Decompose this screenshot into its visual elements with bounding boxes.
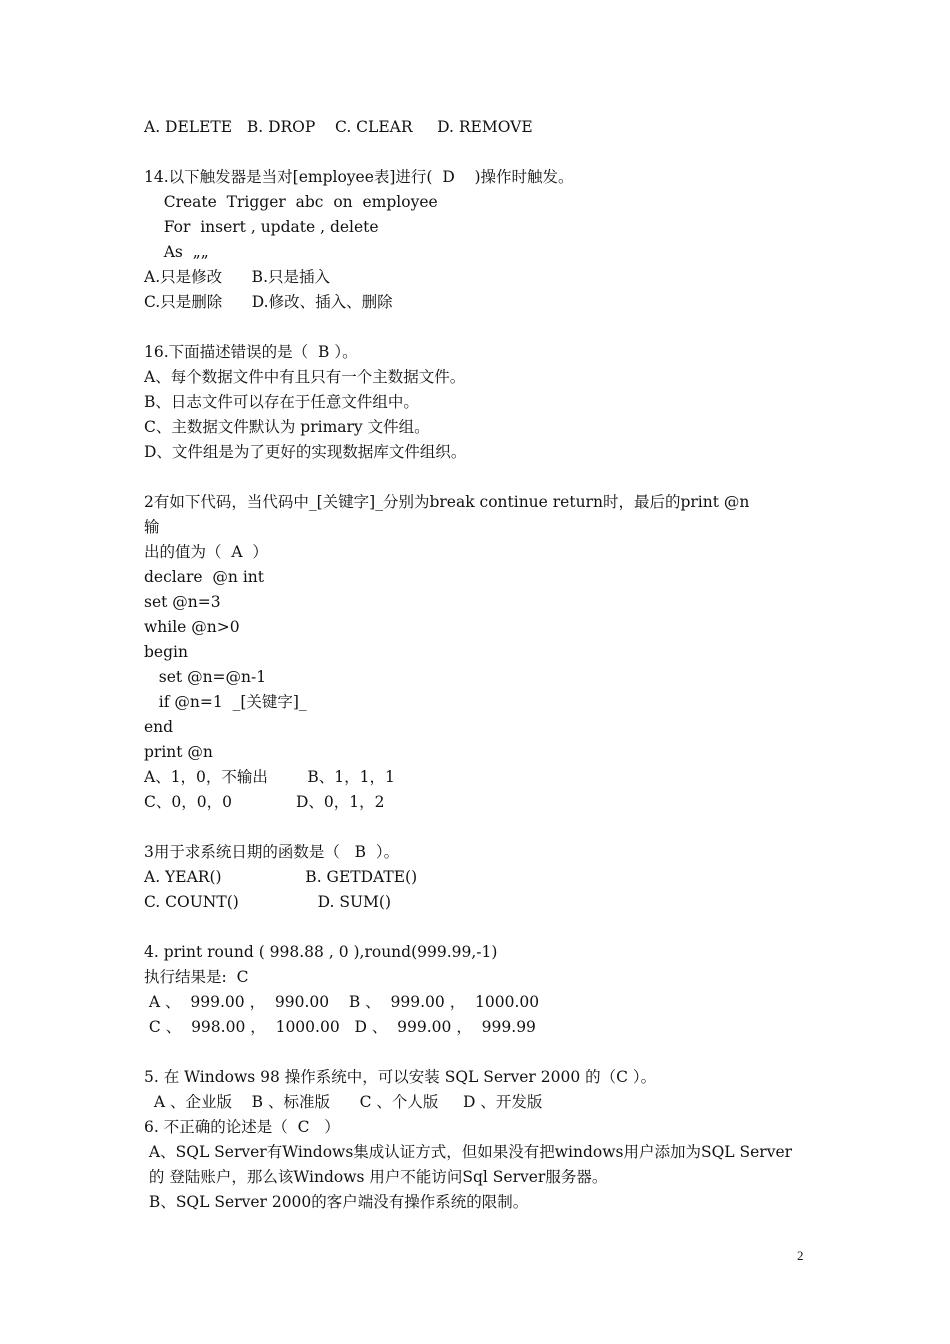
answer-options-line: A 、企业版 B 、标准版 C 、个人版 D 、开发版 — [144, 1093, 543, 1111]
answer-options-line: C、0，0，0 D、0，1，2 — [144, 793, 385, 811]
question-2-continued: 输 — [144, 518, 160, 536]
answer-options-line: A. YEAR() B. GETDATE() — [144, 868, 418, 886]
code-line: begin — [144, 643, 188, 661]
question-5: 5. 在 Windows 98 操作系统中，可以安装 SQL Server 2000 的（C ）。 — [144, 1068, 657, 1086]
answer-option: A、SQL Server有Windows集成认证方式，但如果没有把windows用户添加为SQL Server — [144, 1143, 793, 1161]
question-2-continued: 出的值为（ A ） — [144, 543, 268, 561]
answer-option: D、文件组是为了更好的实现数据库文件组织。 — [144, 443, 467, 461]
answer-options-line: A. DELETE B. DROP C. CLEAR D. REMOVE — [144, 118, 533, 136]
question-3: 3用于求系统日期的函数是（ B ）。 — [144, 843, 400, 861]
code-line: Create Trigger abc on employee — [144, 193, 438, 211]
code-line: set @n=@n-1 — [144, 668, 267, 686]
code-line: while @n>0 — [144, 618, 240, 636]
question-16: 16.下面描述错误的是（ B ）。 — [144, 343, 358, 361]
code-line: As „„ — [144, 243, 209, 261]
question-4-answer: 执行结果是: C — [144, 968, 249, 986]
code-line: end — [144, 718, 174, 736]
question-14: 14.以下触发器是当对[employee表]进行( D )操作时触发。 — [144, 168, 574, 186]
page-number: 2 — [797, 1248, 804, 1263]
code-line: set @n=3 — [144, 593, 221, 611]
answer-option: B、SQL Server 2000的客户端没有操作系统的限制。 — [144, 1193, 529, 1211]
answer-option-continued: 的 登陆账户，那么该Windows 用户不能访问Sql Server服务器。 — [144, 1168, 608, 1186]
question-6: 6. 不正确的论述是（ C ） — [144, 1118, 340, 1136]
code-line: if @n=1 _[关键字]_ — [144, 693, 307, 711]
question-2: 2有如下代码，当代码中_[关键字]_分别为break continue return时，最后的print @n — [144, 493, 750, 511]
question-4: 4. print round ( 998.88 , 0 ),round(999.99,-1) — [144, 943, 498, 961]
code-line: declare @n int — [144, 568, 264, 586]
answer-options-line: A、1，0，不输出 B、1，1，1 — [144, 768, 395, 786]
code-line: print @n — [144, 743, 213, 761]
answer-option: A、每个数据文件中有且只有一个主数据文件。 — [144, 368, 466, 386]
answer-options-line: A.只是修改 B.只是插入 — [144, 268, 331, 286]
answer-option: B、日志文件可以存在于任意文件组中。 — [144, 393, 419, 411]
answer-option: C、主数据文件默认为 primary 文件组。 — [144, 418, 430, 436]
answer-options-line: C. COUNT() D. SUM() — [144, 893, 391, 911]
answer-options-line: A 、 999.00 ， 990.00 B 、 999.00 ， 1000.00 — [144, 993, 540, 1011]
answer-options-line: C 、 998.00 ， 1000.00 D 、 999.00 ， 999.99 — [144, 1018, 536, 1036]
answer-options-line: C.只是删除 D.修改、插入、删除 — [144, 293, 393, 311]
code-line: For insert , update , delete — [144, 218, 379, 236]
